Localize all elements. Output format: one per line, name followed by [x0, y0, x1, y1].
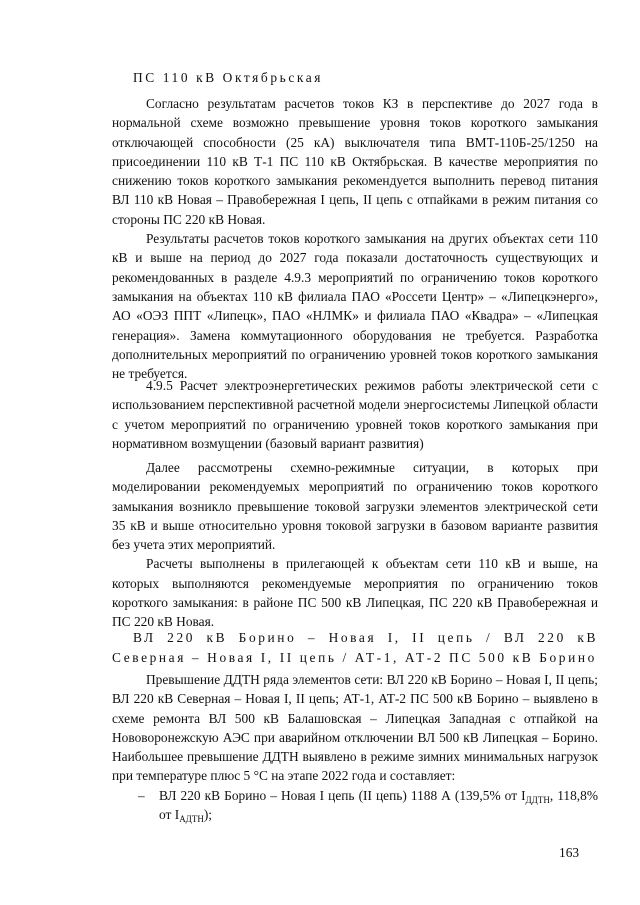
paragraph-other-objects-results: Результаты расчетов токов короткого замыкания на других объектах сети 110 кВ и выше на период до 2027 года показали достаточность существующих и рекомендованных в разделе 4.9.3 мероприятий по ограничению токов короткого замыкания на объектах 110 кВ филиала ПАО «Россети Центр» – «Липецкэнерго», АО «ОЭЗ ППТ «Липецк», ПАО «НЛМК» и филиала ПАО «Квадра» – «Липецкая генерация». Замена коммутационного оборудования не требуется. Разработка дополнительных мероприятий по ограничению уровней токов короткого замыкания не требуется. [112, 231, 598, 382]
substation-heading: ПС 110 кВ Октябрьская [133, 70, 324, 85]
line-heading-block [112, 628, 598, 668]
list-text-part-b: , 118,8% от I [159, 787, 598, 823]
paragraph-calculations: Расчеты выполнены в прилегающей к объектам сети 110 кВ и выше, на которых выполняются рекомендуемые мероприятия по ограничению токов короткого замыкания: в районе ПС 500 кВ Липецкая, ПС 220 кВ Правобережная и ПС 220 кВ Новая. [112, 556, 598, 630]
section-heading-block [112, 68, 598, 88]
list-text-part-a: ВЛ 220 кВ Борино – Новая I цепь (II цепь) 1188 А (139,5% от I [159, 787, 526, 803]
list-dash: – [138, 787, 145, 803]
list-item [112, 786, 598, 825]
body-block-1 [112, 94, 598, 383]
line-heading: ВЛ 220 кВ Борино – Новая I, II цепь / ВЛ 220 кВ Северная – Новая I, II цепь / АТ-1, АТ-2 ПС 500 кВ Борино [112, 630, 598, 665]
subscript-ddtn: ДДТН [525, 794, 550, 805]
paragraph-short-circuit-results: Согласно результатам расчетов токов КЗ в перспективе до 2027 года в нормальной схеме возможно превышение уровня токов короткого замыкания отключающей способности (25 кА) выключателя типа ВМТ-110Б-25/1250 на присоединении 110 кВ Т-1 ПС 110 кВ Октябрьская. В качестве мероприятия по снижению токов короткого замыкания рекомендуется выполнить перевод питания ВЛ 110 кВ Новая – Правобережная I цепь, II цепь с отпайками в режим питания со стороны ПС 220 кВ Новая. [112, 96, 598, 227]
paragraph-scenarios: Далее рассмотрены схемно-режимные ситуации, в которых при моделировании рекомендуемых мероприятий по ограничению токов короткого замыкания возникло превышение токовой загрузки элементов электрической сети 35 кВ и выше относительно уровня токовой загрузки в базовом варианте развития без учета этих мероприятий. [112, 460, 598, 553]
page-number: 163 [559, 845, 580, 860]
body-block-3 [112, 670, 598, 824]
subscript-adtn: АДТН [179, 814, 204, 825]
body-block-2 [112, 458, 598, 632]
paragraph-overload: Превышение ДДТН ряда элементов сети: ВЛ 220 кВ Борино – Новая I, II цепь; ВЛ 220 кВ Северная – Новая I, II цепь; АТ-1, АТ-2 ПС 500 кВ Борино – выявлено в схеме ремонта ВЛ 500 кВ Балашовская – Липецкая Западная с отпайкой на Нововоронежскую АЭС при аварийном отключении ВЛ 500 кВ Липецкая – Борино. Наибольшее превышение ДДТН выявлено в режиме зимних минимальных нагрузок при температуре плюс 5 °С на этапе 2022 года и составляет: [112, 672, 598, 784]
subsection-title: 4.9.5 Расчет электроэнергетических режимов работы электрической сети с использованием перспективной расчетной модели энергосистемы Липецкой области с учетом мероприятий по ограничению уровней токов короткого замыкания при нормативном возмущении (базовый вариант развития) [112, 378, 598, 451]
subsection-title-block [112, 376, 598, 453]
list-text-part-c: ); [203, 807, 213, 823]
